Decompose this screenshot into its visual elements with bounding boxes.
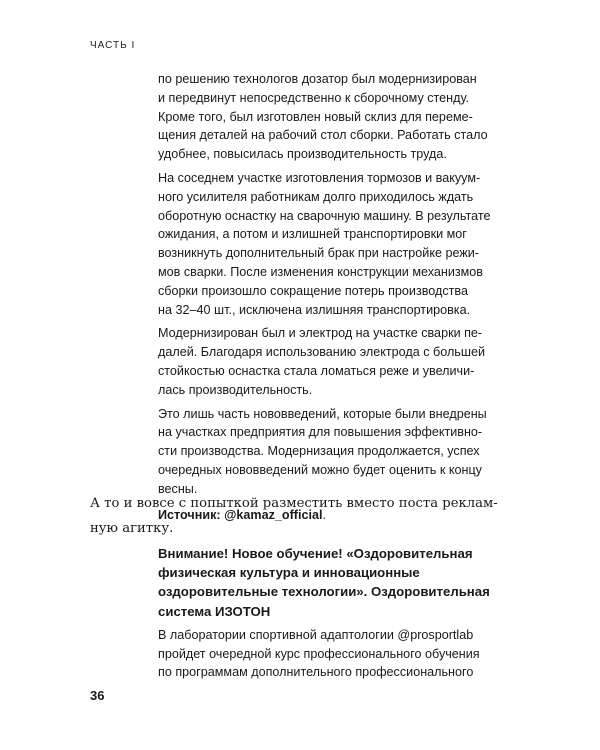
text-line: далей. Благодаря использованию электрода с большей (158, 345, 485, 360)
text-line: В лаборатории спортивной адаптологии @prosportlab (158, 627, 474, 642)
text-line: на участках предприятия для повышения эффективно- (158, 425, 483, 440)
text-line: оздоровительные технологии». Оздоровительная (158, 584, 490, 600)
text-line: На соседнем участке изготовления тормозов и вакуум- (158, 170, 481, 185)
text-line: по программам дополнительного профессионального (158, 665, 474, 680)
source-label: Источник: (158, 507, 221, 522)
text-line: ную агитку. (90, 521, 174, 536)
text-line: Внимание! Новое обучение! «Оздоровительная (158, 546, 473, 561)
text-line: ожидания, а потом и излишней транспортировки мог (158, 227, 467, 242)
text-line: оборотную оснастку на сварочную машину. В результате (158, 208, 491, 223)
text-line: возникнуть дополнительный брак при настройке режи- (158, 246, 479, 261)
ad-headline (158, 544, 488, 621)
text-line: пройдет очередной курс профессионального обучения (158, 646, 480, 661)
quote-paragraph-1 (158, 70, 488, 164)
text-line: система ИЗОТОН (158, 603, 271, 619)
page-number: 36 (90, 688, 105, 703)
text-line: стойкостью оснастка стала ломаться реже и увеличи- (158, 363, 475, 378)
text-line: сти производства. Модернизация продолжается, успех (158, 444, 480, 459)
text-line: весны. (158, 481, 198, 496)
quote-paragraph-2 (158, 169, 491, 319)
text-line: и передвинут непосредственно к сборочному стенду. (158, 90, 470, 105)
text-line: Это лишь часть нововведений, которые были внедрены (158, 406, 487, 421)
text-line: А то и вовсе с попыткой разместить вместо поста реклам- (90, 496, 498, 511)
text-line: ного усилителя работникам долго приходилось ждать (158, 189, 474, 204)
text-line: удобнее, повысилась производительность труда. (158, 147, 447, 162)
text-line: сборки произошло сокращение потерь производства (158, 283, 468, 298)
text-line: очередных нововведений можно будет оценить к концу (158, 462, 482, 477)
text-line: физическая культура и инновационные (158, 565, 420, 581)
quote-paragraph-4 (158, 405, 487, 499)
text-line: щения деталей на рабочий стол сборки. Работать стало (158, 128, 488, 143)
quoted-post (158, 70, 491, 529)
text-line: Кроме того, был изготовлен новый склиз для переме- (158, 109, 473, 124)
source-period: . (322, 507, 326, 522)
quote-paragraph-3 (158, 324, 485, 399)
quoted-advertisement (158, 544, 488, 682)
text-line: лась производительность. (158, 382, 313, 397)
running-head: ЧАСТЬ I (90, 40, 136, 51)
text-line: по решению технологов дозатор был модернизирован (158, 72, 477, 86)
source-handle: @kamaz_official (224, 507, 323, 522)
text-line: Модернизирован был и электрод на участке сварки пе- (158, 326, 483, 341)
narrative-paragraph (90, 491, 530, 541)
text-line: мов сварки. После изменения конструкции механизмов (158, 264, 483, 279)
text-line: на 32–40 шт., исключена излишняя транспортировка. (158, 302, 471, 317)
ad-body (158, 626, 488, 682)
